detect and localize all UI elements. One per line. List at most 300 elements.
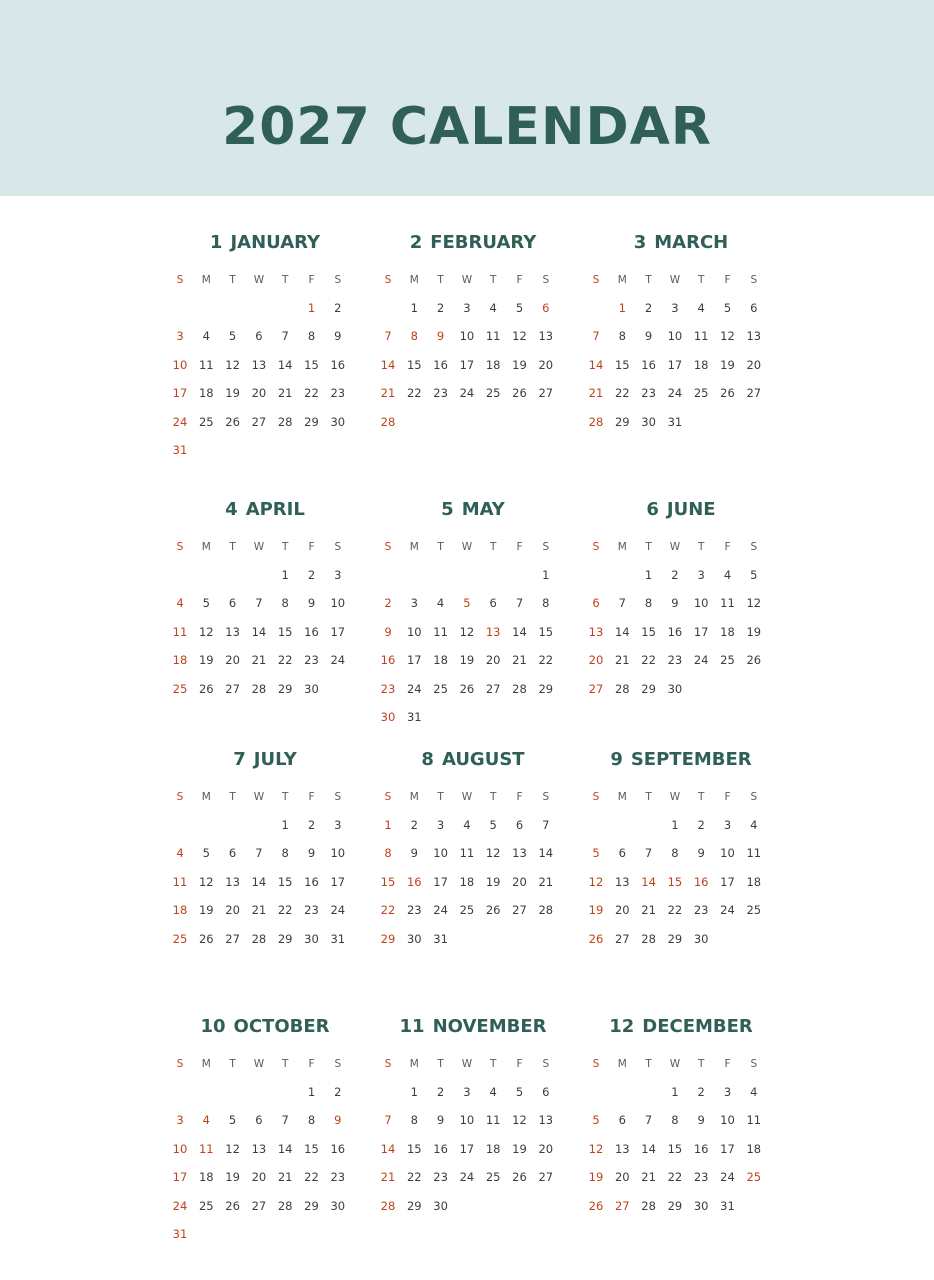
day-cell: 9 [334,329,342,344]
day-cell: 14 [380,1141,396,1156]
day-cell: 17 [459,357,475,372]
day-cell: 29 [277,931,293,946]
day-cell: 31 [667,414,683,429]
day-cell: 29 [614,414,630,429]
day-cell: 23 [330,1170,346,1185]
day-cell: 2 [436,1085,445,1099]
day-cell: 28 [251,931,267,946]
day-cell: 24 [459,1170,475,1185]
day-cell: 23 [330,386,346,401]
page-title: 2027 CALENDAR [222,97,712,157]
day-cell: 10 [720,846,735,861]
day-cell: 2 [436,301,445,315]
weekday-label: T [281,1058,289,1070]
day-cell: 13 [251,357,267,372]
day-cell: 17 [330,874,346,889]
day-cell: 25 [172,681,188,696]
day-cell: 12 [588,874,604,889]
day-cell: 21 [588,386,604,401]
weekday-label: M [617,274,627,286]
month-name: JANUARY [230,232,321,253]
day-cell: 2 [307,818,316,832]
day-cell: 26 [459,681,475,696]
day-cell: 23 [304,653,319,668]
day-cell: 27 [485,681,501,696]
day-cell: 5 [489,818,497,832]
day-cell: 15 [667,1141,683,1156]
day-cell: 6 [255,1113,263,1128]
day-cell: 28 [251,681,267,696]
day-cell: 4 [489,1085,497,1099]
day-cell: 19 [459,653,475,668]
day-cell: 5 [228,329,237,344]
day-cell: 5 [592,846,600,861]
day-cell: 3 [463,1085,471,1099]
day-cell: 29 [304,1198,319,1213]
day-cell: 17 [720,874,735,889]
day-cell: 15 [538,624,554,639]
day-cell: 14 [277,1141,293,1156]
weekday-label: S [176,274,184,286]
weekday-label: S [592,1058,600,1070]
day-cell: 25 [485,1170,501,1185]
weekday-label: S [384,274,392,286]
day-cell: 9 [644,329,653,344]
day-cell: 18 [485,357,501,372]
day-cell: 13 [746,329,762,344]
day-cell: 29 [277,681,293,696]
day-cell: 3 [334,568,342,582]
month-title [375,230,571,256]
day-cell: 25 [198,414,214,429]
day-cell: 26 [198,931,214,946]
day-cell: 21 [251,653,267,668]
weekday-label: S [542,541,550,553]
day-cell: 13 [225,624,240,639]
day-cell: 1 [671,1085,679,1099]
month-number: 11 [399,1016,425,1037]
day-cell: 16 [433,357,448,372]
month-name: MARCH [654,232,729,253]
day-cell: 16 [693,1141,709,1156]
day-cell: 18 [746,1141,762,1156]
day-cell: 27 [538,386,554,401]
day-cell: 17 [406,653,422,668]
weekday-label: M [201,791,211,803]
day-cell: 5 [228,1113,237,1128]
day-cell: 12 [198,624,214,639]
month-name: FEBRUARY [430,232,537,253]
day-cell: 25 [720,653,735,668]
day-cell: 19 [225,386,240,401]
weekday-label: T [229,1058,236,1070]
day-cell: 27 [225,931,240,946]
weekday-label: S [542,1058,550,1070]
day-cell: 1 [281,568,289,582]
day-cell: 17 [172,1170,188,1185]
day-cell: 26 [512,386,527,401]
day-cell: 14 [251,874,267,889]
day-cell: 18 [693,357,709,372]
day-cell: 26 [720,386,735,401]
day-cell: 20 [251,386,267,401]
day-cell: 18 [720,624,735,639]
day-cell: 21 [251,903,267,918]
day-cell: 26 [512,1170,527,1185]
day-cell: 9 [307,846,316,861]
weekday-label: T [489,1058,497,1070]
day-cell: 7 [384,329,392,344]
day-cell: 2 [334,1085,342,1099]
day-cell: 12 [198,874,214,889]
weekday-label: M [409,541,419,553]
day-cell: 2 [644,301,653,315]
month-title [167,1014,363,1040]
day-cell: 25 [459,903,475,918]
day-cell: 4 [697,301,705,315]
day-cell: 29 [406,1198,422,1213]
day-cell: 26 [225,414,240,429]
day-cell: 14 [641,874,656,889]
day-cell: 14 [277,357,293,372]
day-cell: 15 [406,1141,422,1156]
day-cell: 28 [380,1198,396,1213]
day-cell: 1 [384,818,392,832]
month-number: 6 [646,499,659,520]
day-cell: 4 [463,818,471,832]
month-number: 2 [409,232,423,253]
day-cell: 3 [723,818,732,832]
day-cell: 20 [485,653,501,668]
day-cell: 23 [693,903,709,918]
day-cell: 21 [380,386,396,401]
day-cell: 7 [281,1113,289,1128]
day-cell: 12 [225,1141,240,1156]
day-cell: 24 [667,386,683,401]
weekday-label: S [334,1058,342,1070]
day-cell: 12 [720,329,735,344]
day-cell: 7 [515,596,524,611]
day-cell: 18 [746,874,762,889]
weekday-label: T [697,1058,705,1070]
month-name: AUGUST [441,749,525,770]
day-cell: 9 [697,1113,705,1128]
day-cell: 4 [202,1113,210,1128]
weekday-label: T [281,274,289,286]
weekday-label: F [516,1058,523,1070]
day-cell: 15 [304,357,319,372]
day-cell: 10 [720,1113,735,1128]
day-cell: 5 [202,846,210,861]
day-cell: 2 [334,301,342,315]
month-title [583,497,779,523]
day-cell: 29 [667,931,683,946]
month-name: APRIL [245,499,305,520]
day-cell: 16 [433,1141,448,1156]
day-cell: 13 [538,329,554,344]
month-title [583,230,779,256]
day-cell: 21 [614,653,630,668]
day-cell: 8 [307,329,316,344]
day-cell: 15 [304,1141,319,1156]
day-cell: 4 [750,818,758,832]
day-cell: 8 [384,846,392,861]
day-cell: 13 [225,874,240,889]
day-cell: 4 [489,301,497,315]
day-cell: 28 [614,681,630,696]
day-cell: 24 [720,1170,735,1185]
month-title [375,497,571,523]
day-cell: 20 [538,357,554,372]
day-cell: 29 [304,414,319,429]
day-cell: 11 [433,624,448,639]
weekday-label: T [229,541,236,553]
day-cell: 30 [667,681,683,696]
day-cell: 25 [746,903,762,918]
day-cell: 8 [410,1113,418,1128]
day-cell: 10 [693,596,709,611]
weekday-label: M [409,274,419,286]
day-cell: 28 [641,1198,656,1213]
weekday-label: S [334,274,342,286]
weekday-label: F [308,274,315,286]
weekday-label: M [409,791,419,803]
day-cell: 20 [614,903,630,918]
day-cell: 24 [433,903,448,918]
day-cell: 4 [202,329,210,344]
day-cell: 6 [542,1085,550,1099]
day-cell: 1 [307,301,316,315]
day-cell: 7 [384,1113,392,1128]
day-cell: 31 [406,710,422,724]
day-cell: 14 [380,357,396,372]
weekday-label: W [461,1058,473,1070]
month-number: 3 [633,232,647,253]
day-cell: 17 [330,624,346,639]
weekday-label: W [669,791,681,803]
day-cell: 27 [225,681,240,696]
month-title [167,747,363,773]
weekday-label: W [461,541,473,553]
weekday-label: S [592,791,600,803]
day-cell: 15 [380,874,396,889]
day-cell: 20 [538,1141,554,1156]
day-cell: 1 [281,818,289,832]
weekday-label: T [645,541,652,553]
day-cell: 2 [697,818,705,832]
weekday-label: T [437,541,444,553]
day-cell: 12 [512,1113,527,1128]
weekday-label: M [617,791,627,803]
day-cell: 13 [588,624,604,639]
day-cell: 16 [380,653,396,668]
day-cell: 10 [330,846,346,861]
weekday-label: F [724,1058,731,1070]
day-cell: 11 [459,846,475,861]
day-cell: 19 [225,1170,240,1185]
weekday-label: T [229,791,236,803]
day-cell: 24 [459,386,475,401]
day-cell: 30 [693,1198,709,1213]
month-number: 4 [225,499,238,520]
day-cell: 6 [750,301,758,315]
day-cell: 20 [512,874,527,889]
day-cell: 22 [614,386,630,401]
day-cell: 31 [172,443,188,457]
weekday-label: F [724,791,731,803]
day-cell: 22 [641,653,656,668]
day-cell: 27 [538,1170,554,1185]
month-number: 7 [233,749,246,770]
weekday-label: F [516,791,523,803]
month-name: MAY [461,499,505,520]
day-cell: 21 [641,903,656,918]
day-cell: 30 [433,1198,448,1213]
day-cell: 7 [255,596,263,611]
day-cell: 3 [176,1113,184,1128]
day-cell: 28 [277,414,293,429]
day-cell: 4 [176,596,184,611]
day-cell: 31 [330,931,346,946]
month-number: 8 [421,749,434,770]
day-cell: 23 [667,653,683,668]
day-cell: 25 [172,931,188,946]
day-cell: 1 [410,1085,418,1099]
day-cell: 3 [176,329,184,344]
day-cell: 17 [667,357,683,372]
day-cell: 13 [614,874,630,889]
day-cell: 16 [330,1141,346,1156]
day-cell: 26 [588,1198,604,1213]
month-title [583,1014,779,1040]
month-number: 10 [200,1016,226,1037]
weekday-label: W [253,541,265,553]
month-title [167,497,363,523]
day-cell: 22 [277,653,293,668]
day-cell: 14 [538,846,554,861]
weekday-label: S [384,1058,392,1070]
header-banner [0,0,934,196]
day-cell: 27 [746,386,762,401]
day-cell: 1 [618,301,626,315]
weekday-label: W [253,274,265,286]
day-cell: 20 [251,1170,267,1185]
day-cell: 27 [251,414,267,429]
day-cell: 1 [307,1085,316,1099]
day-cell: 7 [281,329,289,344]
day-cell: 1 [410,301,418,315]
weekday-label: W [669,541,681,553]
day-cell: 8 [644,596,653,611]
weekday-label: W [461,274,473,286]
day-cell: 19 [198,653,214,668]
day-cell: 6 [255,329,263,344]
day-cell: 9 [410,846,418,861]
day-cell: 16 [304,624,319,639]
day-cell: 30 [406,931,422,946]
day-cell: 22 [304,1170,319,1185]
day-cell: 13 [512,846,527,861]
weekday-label: W [669,1058,681,1070]
weekday-label: S [176,1058,184,1070]
weekday-label: M [201,274,211,286]
day-cell: 19 [512,1141,527,1156]
weekday-label: S [750,1058,758,1070]
weekday-label: S [334,541,342,553]
day-cell: 9 [384,624,392,639]
day-cell: 7 [255,846,263,861]
month-title [583,747,779,773]
day-cell: 23 [433,1170,448,1185]
day-cell: 15 [277,874,293,889]
weekday-label: M [201,1058,211,1070]
day-cell: 8 [671,846,679,861]
day-cell: 12 [512,329,527,344]
day-cell: 17 [459,1141,475,1156]
day-cell: 5 [515,301,524,315]
day-cell: 6 [489,596,497,611]
weekday-label: T [437,274,444,286]
day-cell: 21 [512,653,527,668]
day-cell: 7 [644,846,653,861]
day-cell: 21 [538,874,554,889]
weekday-label: W [253,791,265,803]
day-cell: 3 [671,301,679,315]
day-cell: 14 [251,624,267,639]
weekday-label: T [645,1058,652,1070]
month-name: OCTOBER [233,1016,330,1037]
day-cell: 6 [592,596,600,611]
day-cell: 28 [641,931,656,946]
day-cell: 19 [588,1170,604,1185]
weekday-label: F [308,541,315,553]
weekday-label: T [489,791,497,803]
day-cell: 26 [485,903,501,918]
day-cell: 24 [406,681,422,696]
day-cell: 20 [225,903,240,918]
day-cell: 30 [380,710,396,724]
month-name: NOVEMBER [432,1016,547,1037]
day-cell: 25 [746,1170,762,1185]
weekday-label: T [437,791,444,803]
day-cell: 22 [667,1170,683,1185]
day-cell: 8 [671,1113,679,1128]
day-cell: 23 [693,1170,709,1185]
day-cell: 4 [723,568,732,582]
day-cell: 6 [542,301,550,315]
weekday-label: S [384,791,392,803]
weekday-label: F [724,274,731,286]
day-cell: 30 [304,931,319,946]
day-cell: 26 [588,931,604,946]
day-cell: 23 [433,386,448,401]
day-cell: 16 [304,874,319,889]
day-cell: 3 [697,568,705,582]
day-cell: 12 [485,846,501,861]
day-cell: 11 [720,596,735,611]
day-cell: 11 [485,1113,501,1128]
weekday-label: M [409,1058,419,1070]
day-cell: 28 [538,903,554,918]
day-cell: 7 [592,329,600,344]
day-cell: 5 [515,1085,524,1099]
day-cell: 31 [720,1198,735,1213]
weekday-label: S [750,274,758,286]
day-cell: 16 [330,357,346,372]
day-cell: 11 [172,874,188,889]
day-cell: 24 [330,903,346,918]
day-cell: 13 [614,1141,630,1156]
